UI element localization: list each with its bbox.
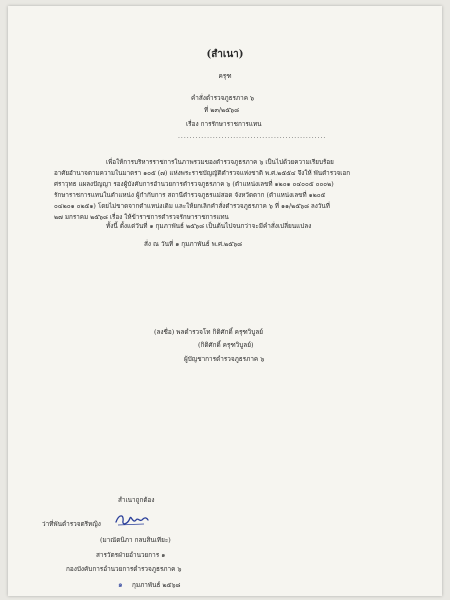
body-line: ศราวุทธ แผลงปัญญา รองผู้บังคับการอำนวยการตำรวจภูธรภาค ๖ (ตำแหน่งเลขที่ ๑๒๐๑ ๐๔๐๐๕ ๐๐๐๒) [54, 181, 334, 188]
body-line: ๒๗ มกราคม ๒๕๖๘ เรื่อง ให้ข้าราชการตำรวจรักษาราชการแทน [54, 214, 229, 221]
certifier-rank: ว่าที่พันตำรวจตรีหญิง [42, 520, 101, 528]
copy-label: (สำเนา) [206, 49, 244, 60]
certifier-name: (มาณัตนิภา กลบสินเทียะ) [100, 536, 171, 544]
body-line: รักษาราชการแทนในตำแหน่ง ผู้กำกับการ สถานีตำรวจภูธรแม่สอด จังหวัดตาก (ตำแหน่งเลขที่ ๑๒๐๕ [54, 192, 326, 199]
effective-date: ทั้งนี้ ตั้งแต่วันที่ ๑ กุมภาพันธ์ ๒๕๖๘ เป็นต้นไปจนกว่าจะมีคำสั่งเปลี่ยนแปลง [106, 222, 312, 230]
handwritten-signature [114, 510, 150, 528]
certified-copy: สำเนาถูกต้อง [118, 496, 155, 504]
header-divider: ................................................... [178, 133, 327, 140]
signed-by: (ลงชื่อ) พลตำรวจโท กิติศักดิ์ ครุฑวิบูลย์ [154, 328, 263, 336]
certification-date: กุมภาพันธ์ ๒๕๖๘ [132, 581, 181, 589]
body-line: อาศัยอำนาจตามความในมาตรา ๑๐๕ (๗) แห่งพระราชบัญญัติตำรวจแห่งชาติ พ.ศ.๒๕๕๔ จึงให้ พันตำรวจเอก [54, 170, 351, 177]
order-title: คำสั่งตำรวจภูธรภาค ๖ [191, 94, 255, 102]
certifier-position-1: สารวัตรฝ่ายอำนวยการ ๑ [96, 551, 166, 559]
document-page [8, 6, 442, 596]
body-line: เพื่อให้การบริหารราชการในภาพรวมของตำรวจภูธรภาค ๖ เป็นไปด้วยความเรียบร้อย [106, 159, 334, 166]
garuda-crest: ครุฑ [218, 72, 232, 80]
signatory-position: ผู้บัญชาการตำรวจภูธรภาค ๖ [184, 355, 265, 363]
body-line: ๐๔๒๐๑ ๐๒๕๑) โดยไม่ขาดจากตำแหน่งเดิม และให้ยกเลิกคำสั่งตำรวจภูธรภาค ๖ ที่ ๑๑/๒๕๖๘ ลงวันที่ [54, 203, 330, 210]
order-number: ที่ ๒๓/๒๕๖๘ [204, 106, 240, 114]
order-body [54, 157, 420, 223]
signatory-name: (กิติศักดิ์ ครุฑวิบูลย์) [198, 341, 254, 349]
certifier-position-2: กองบังคับการอำนวยการตำรวจภูธรภาค ๖ [66, 565, 182, 573]
ordered-date: สั่ง ณ วันที่ ๑ กุมภาพันธ์ พ.ศ.๒๕๖๘ [144, 240, 243, 248]
order-subject: เรื่อง การรักษาราชการแทน [186, 120, 262, 128]
certification-day: ๑ [118, 580, 123, 589]
